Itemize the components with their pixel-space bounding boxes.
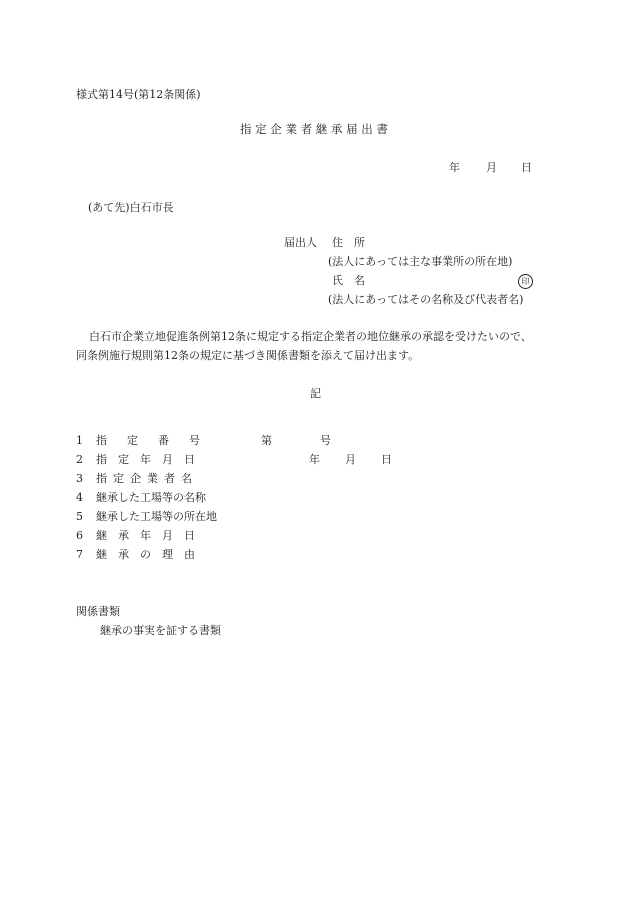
applicant-label: 届出人 <box>284 236 317 249</box>
item-4-label: 継承した工場等の名称 <box>96 491 206 504</box>
item-4-number: 4 <box>76 491 83 504</box>
body-line-2: 同条例施行規則第12条の規定に基づき関係書類を添えて届け出ます。 <box>76 349 420 362</box>
form-number: 様式第14号(第12条関係) <box>76 88 201 101</box>
item-2-day: 日 <box>381 453 392 466</box>
related-docs-item: 継承の事実を証する書類 <box>100 624 221 637</box>
item-2-month: 月 <box>345 453 356 466</box>
related-docs-heading: 関係書類 <box>76 605 120 618</box>
name-label: 氏 名 <box>332 274 365 287</box>
item-3-label: 指定企業者名 <box>96 472 198 485</box>
item-1-go: 号 <box>320 434 331 447</box>
ki-heading: 記 <box>310 387 321 400</box>
item-2-year: 年 <box>309 453 320 466</box>
item-3-number: 3 <box>76 472 83 485</box>
item-7-number: 7 <box>76 548 83 561</box>
date-day: 日 <box>521 161 532 174</box>
document-title: 指 定 企 業 者 継 承 届 出 書 <box>240 122 388 136</box>
item-2-number: 2 <box>76 453 83 466</box>
address-label: 住 所 <box>332 236 365 249</box>
item-7-label: 継承の理由 <box>96 548 206 561</box>
item-6-label: 継承年月日 <box>96 529 206 542</box>
item-5-label: 継承した工場等の所在地 <box>96 510 217 523</box>
item-1-dai: 第 <box>261 434 272 447</box>
date-month: 月 <box>486 161 497 174</box>
date-year: 年 <box>449 161 460 174</box>
item-5-number: 5 <box>76 510 83 523</box>
body-line-1: 白石市企業立地促進条例第12条に規定する指定企業者の地位継承の承認を受けたいので、 <box>89 330 532 343</box>
address-note: (法人にあっては主な事業所の所在地) <box>328 255 513 268</box>
addressee: (あて先)白石市長 <box>88 201 174 214</box>
item-6-number: 6 <box>76 529 83 542</box>
seal-mark: 印 <box>518 274 533 289</box>
item-1-number: 1 <box>76 434 83 447</box>
name-note: (法人にあってはその名称及び代表者名) <box>328 293 524 306</box>
item-2-label: 指定年月日 <box>96 453 206 466</box>
item-1-label: 指定番号 <box>96 434 220 447</box>
